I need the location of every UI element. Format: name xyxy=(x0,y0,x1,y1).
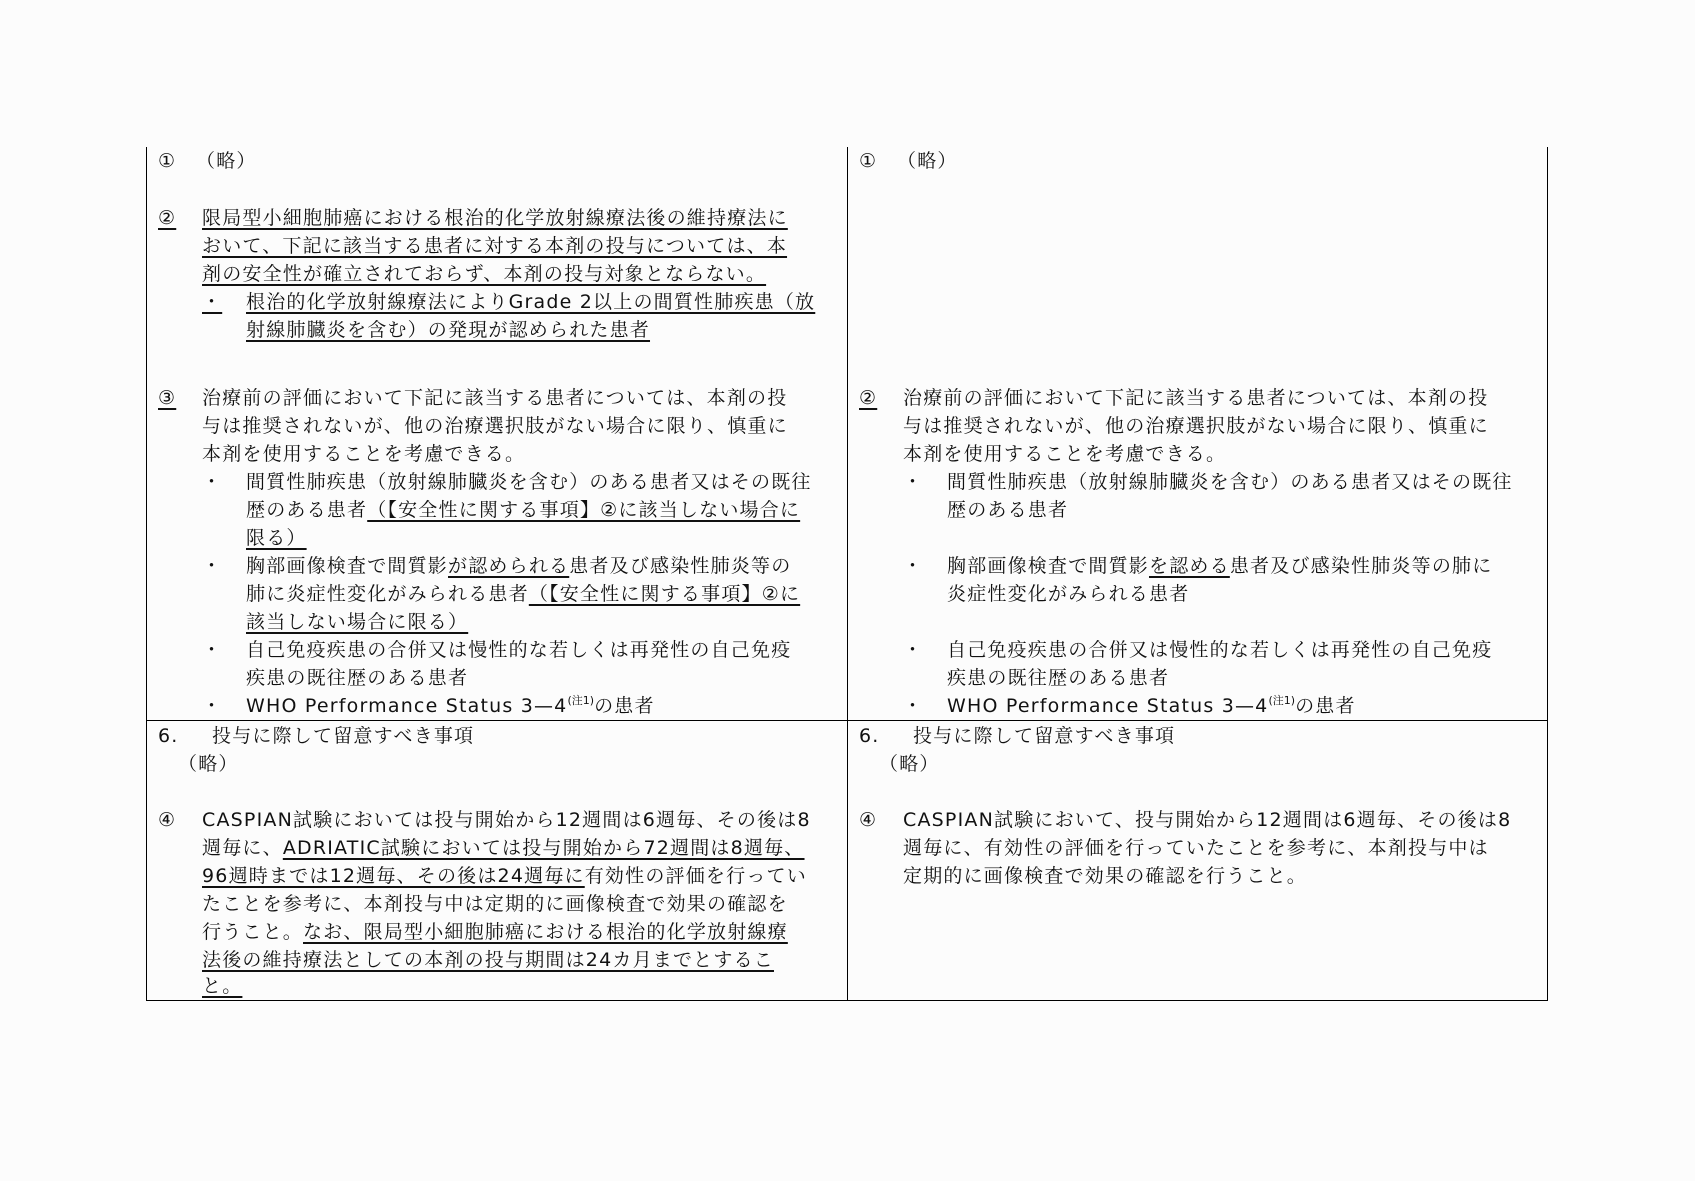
item-3-line-3: 本剤を使用することを考慮できる。 xyxy=(202,443,526,465)
item-4-marker: ④ xyxy=(158,809,177,831)
bullet-b-line-1 xyxy=(246,552,791,580)
section-omitted: （略） xyxy=(178,753,239,775)
item-4-plain: 週毎に、 xyxy=(202,837,283,859)
item-2-line-1: 限局型小細胞肺癌における根治的化学放射線療法後の維持療法に xyxy=(202,207,788,229)
section-heading: 投与に際して留意すべき事項 xyxy=(913,725,1176,747)
item-2-bullet-line-2: 射線肺臓炎を含む）の発現が認められた患者 xyxy=(246,319,651,341)
bullet-d-line-1 xyxy=(947,692,1356,720)
bullet-b-line-3: 該当しない場合に限る） xyxy=(246,611,469,633)
note-reference: (注1) xyxy=(567,694,595,707)
item-4-line-1: CASPIAN試験において、投与開始から12週間は6週毎、その後は8 xyxy=(903,809,1512,831)
section-number: 6. xyxy=(158,725,179,747)
bullet-d-line-1 xyxy=(246,692,655,720)
item-2-line-1: 治療前の評価において下記に該当する患者については、本剤の投 xyxy=(903,387,1489,409)
who-ps-text: WHO Performance Status 3—4 xyxy=(246,695,568,717)
table-border-right xyxy=(1547,147,1548,1001)
item-4-line-6: 法後の維持療法としての本剤の投与期間は24カ月までとするこ xyxy=(202,949,774,971)
table-border-bottom xyxy=(146,1000,1548,1001)
item-1-marker: ① xyxy=(158,150,177,172)
bullet-b-line-2: 炎症性変化がみられる患者 xyxy=(947,583,1190,605)
bullet-c-line-2: 疾患の既往歴のある患者 xyxy=(246,667,469,689)
bullet-b-changed: が認められる xyxy=(448,555,570,577)
item-2-bullet: ・ xyxy=(202,291,223,313)
bullet-icon: ・ xyxy=(202,639,223,661)
bullet-c-line-2: 疾患の既往歴のある患者 xyxy=(947,667,1170,689)
right-bottom-cell xyxy=(847,720,1547,1000)
bullet-icon: ・ xyxy=(903,695,924,717)
item-4-line-3: 定期的に画像検査で効果の確認を行うこと。 xyxy=(903,865,1308,887)
bullet-b-line-2 xyxy=(246,580,800,608)
item-2-bullet-line-1: 根治的化学放射線療法によりGrade 2以上の間質性肺疾患（放 xyxy=(246,291,816,313)
bullet-icon: ・ xyxy=(903,639,924,661)
item-1-omitted: （略） xyxy=(196,150,257,172)
section-heading: 投与に際して留意すべき事項 xyxy=(212,725,475,747)
item-3-line-2: 与は推奨されないが、他の治療選択肢がない場合に限り、慎重に xyxy=(202,415,788,437)
item-4-added: 96週時までは12週毎、その後は24週毎に xyxy=(202,865,585,887)
right-top-cell xyxy=(847,147,1547,720)
who-ps-suffix: の患者 xyxy=(594,695,655,717)
bullet-b-plain: 肺に炎症性変化がみられる患者 xyxy=(246,583,529,605)
bullet-a-plain: 歴のある患者 xyxy=(246,499,368,521)
bullet-b-added: （【安全性に関する事項】②に xyxy=(528,583,801,605)
note-reference: (注1) xyxy=(1268,694,1296,707)
item-2-line-2: 与は推奨されないが、他の治療選択肢がない場合に限り、慎重に xyxy=(903,415,1489,437)
item-1-marker: ① xyxy=(859,150,878,172)
bullet-icon: ・ xyxy=(903,471,924,493)
who-ps-suffix: の患者 xyxy=(1295,695,1356,717)
bullet-b-plain-a: 胸部画像検査で間質影 xyxy=(947,555,1150,577)
who-ps-text: WHO Performance Status 3—4 xyxy=(947,695,1269,717)
left-top-cell xyxy=(146,147,847,720)
item-4-plain: 行うこと。 xyxy=(202,921,304,943)
item-2-line-2: おいて、下記に該当する患者に対する本剤の投与については、本 xyxy=(202,235,788,257)
left-bottom-cell xyxy=(146,720,847,1000)
item-4-added: なお、限局型小細胞肺癌における根治的化学放射線療 xyxy=(303,921,788,943)
bullet-b-changed: を認める xyxy=(1149,555,1230,577)
item-2-line-3: 剤の安全性が確立されておらず、本剤の投与対象とならない。 xyxy=(202,263,767,285)
comparison-table xyxy=(146,147,1548,1001)
item-4-line-5 xyxy=(202,918,788,946)
item-4-marker: ④ xyxy=(859,809,878,831)
bullet-b-plain-b: 患者及び感染性肺炎等の肺に xyxy=(1229,555,1493,577)
section-number: 6. xyxy=(859,725,880,747)
bullet-a-line-1: 間質性肺疾患（放射線肺臓炎を含む）のある患者又はその既往 xyxy=(246,471,812,493)
item-4-added: ADRIATIC試験においては投与開始から72週間は8週毎、 xyxy=(282,837,805,859)
bullet-a-line-3: 限る） xyxy=(246,527,307,549)
bullet-c-line-1: 自己免疫疾患の合併又は慢性的な若しくは再発性の自己免疫 xyxy=(246,639,792,661)
bullet-a-line-1: 間質性肺疾患（放射線肺臓炎を含む）のある患者又はその既往 xyxy=(947,471,1513,493)
bullet-b-plain-a: 胸部画像検査で間質影 xyxy=(246,555,449,577)
bullet-a-line-2 xyxy=(246,496,800,524)
bullet-icon: ・ xyxy=(202,471,223,493)
item-4-line-2: 週毎に、有効性の評価を行っていたことを参考に、本剤投与中は xyxy=(903,837,1489,859)
bullet-icon: ・ xyxy=(202,695,223,717)
bullet-icon: ・ xyxy=(202,555,223,577)
bullet-b-plain-b: 患者及び感染性肺炎等の xyxy=(569,555,792,577)
item-4-plain: 有効性の評価を行ってい xyxy=(584,865,807,887)
item-4-line-3 xyxy=(202,862,807,890)
item-3-marker: ③ xyxy=(158,387,177,409)
bullet-b-line-1 xyxy=(947,552,1492,580)
bullet-a-added: （【安全性に関する事項】②に該当しない場合に xyxy=(367,499,801,521)
item-4-line-7: と。 xyxy=(202,975,243,997)
item-4-line-4: たことを参考に、本剤投与中は定期的に画像検査で効果の確認を xyxy=(202,893,788,915)
bullet-a-line-2: 歴のある患者 xyxy=(947,499,1069,521)
item-4-line-1: CASPIAN試験においては投与開始から12週間は6週毎、その後は8 xyxy=(202,809,811,831)
item-1-omitted: （略） xyxy=(897,150,958,172)
section-omitted: （略） xyxy=(879,753,940,775)
bullet-icon: ・ xyxy=(903,555,924,577)
bullet-c-line-1: 自己免疫疾患の合併又は慢性的な若しくは再発性の自己免疫 xyxy=(947,639,1493,661)
item-2-line-3: 本剤を使用することを考慮できる。 xyxy=(903,443,1227,465)
item-2-marker: ② xyxy=(859,387,878,409)
item-3-line-1: 治療前の評価において下記に該当する患者については、本剤の投 xyxy=(202,387,788,409)
item-4-line-2 xyxy=(202,834,805,862)
item-2-marker: ② xyxy=(158,207,177,229)
